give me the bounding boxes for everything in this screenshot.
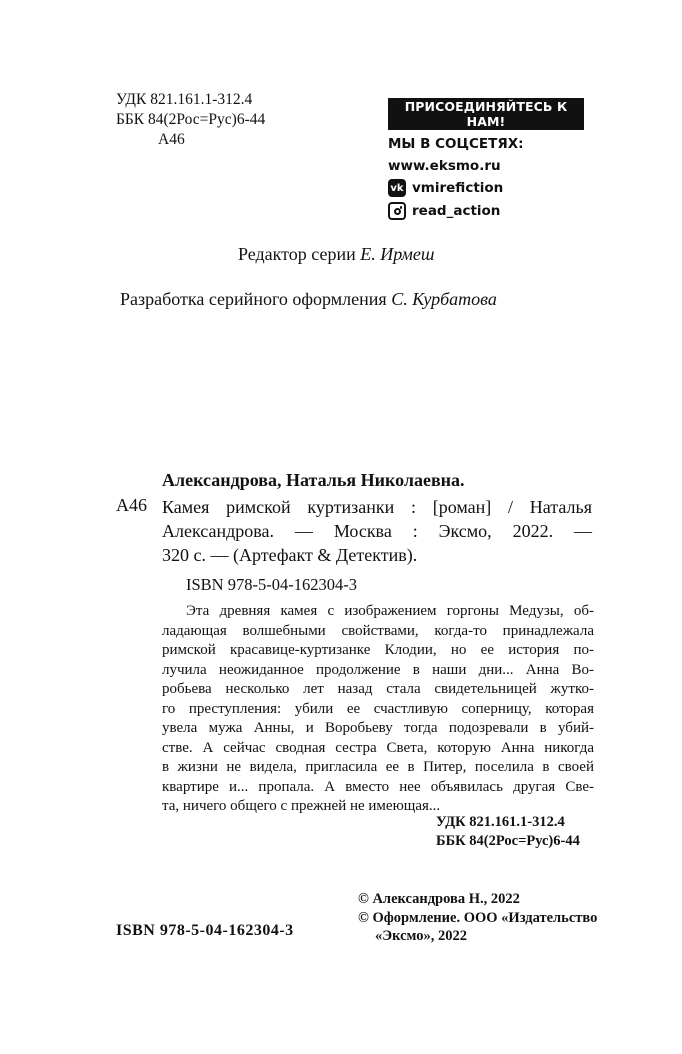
social-block bbox=[388, 98, 584, 220]
editor-label: Редактор серии bbox=[238, 244, 356, 264]
series-design bbox=[120, 289, 497, 310]
isbn-bottom: ISBN 978-5-04-162304-3 bbox=[116, 922, 294, 939]
annotation-line: квартире и... пропала. А вместо нее объявилась другая Све- bbox=[162, 778, 594, 795]
biblio-line: Александрова. — Москва : Эксмо, 2022. — bbox=[162, 521, 592, 541]
annotation-line: ладающая волшебными свойствами, когда-то принадлежала bbox=[162, 622, 594, 639]
bbk-code: ББК 84(2Рос=Рус)6-44 bbox=[116, 111, 266, 128]
isbn-entry: ISBN 978-5-04-162304-3 bbox=[186, 575, 357, 594]
instagram-handle[interactable]: read_action bbox=[412, 203, 501, 219]
instagram-row[interactable] bbox=[388, 202, 584, 220]
design-name: С. Курбатова bbox=[391, 289, 497, 309]
social-subtitle: МЫ В СОЦСЕТЯХ: bbox=[388, 136, 524, 152]
annotation-line: робьева несколько лет назад стала свидетельницей жутко- bbox=[162, 681, 594, 697]
annotation-line: римской красавице-куртизанке Клодии, но ее история по- bbox=[162, 642, 594, 658]
annotation-line: стве. А сейчас сводная сестра Света, которую Анна никогда bbox=[162, 739, 594, 756]
copyright-publisher: «Эксмо», 2022 bbox=[375, 928, 467, 944]
vk-handle[interactable]: vmirefiction bbox=[412, 180, 504, 196]
annotation-line: го преступления: убили ее счастливую соперницу, которая bbox=[162, 700, 594, 717]
author-heading: Александрова, Наталья Николаевна. bbox=[162, 470, 465, 490]
join-us-banner: ПРИСОЕДИНЯЙТЕСЬ К НАМ! bbox=[388, 98, 584, 130]
classification-codes bbox=[116, 90, 265, 150]
annotation-line: та, ничего общего с прежней не имеющая... bbox=[162, 798, 441, 814]
series-editor bbox=[238, 244, 434, 265]
annotation-line: увела мужа Анны, и Воробьеву тогда подозревали в убий- bbox=[162, 720, 594, 736]
udk-code-right: УДК 821.161.1-312.4 bbox=[436, 814, 565, 830]
website-link[interactable]: www.eksmo.ru bbox=[388, 158, 501, 174]
copyright-design: © Оформление. ООО «Издательство bbox=[358, 909, 598, 926]
udk-code: УДК 821.161.1-312.4 bbox=[116, 91, 253, 108]
copyright-author: © Александрова Н., 2022 bbox=[358, 891, 520, 907]
annotation bbox=[162, 602, 594, 817]
classification-codes-right bbox=[436, 813, 580, 850]
instagram-icon bbox=[388, 202, 406, 220]
copyright-block bbox=[358, 890, 597, 946]
biblio-line: 320 с. — (Артефакт & Детектив). bbox=[162, 545, 418, 565]
annotation-line: в жизни не видела, пригласила ее в Питер, поселила в своей bbox=[162, 759, 594, 775]
vk-row[interactable] bbox=[388, 179, 584, 197]
editor-name: Е. Ирмеш bbox=[360, 244, 435, 264]
design-label: Разработка серийного оформления bbox=[120, 289, 387, 309]
annotation-line: лучила неожиданное продолжение в наши дни... Анна Во- bbox=[162, 661, 594, 678]
author-mark: А46 bbox=[158, 131, 185, 148]
annotation-line: Эта древняя камея с изображением горгоны Медузы, об- bbox=[186, 603, 594, 619]
author-mark-side: А46 bbox=[116, 495, 147, 515]
bibliographic-description bbox=[162, 495, 592, 567]
biblio-line: Камея римской куртизанки : [роман] / Наталья bbox=[162, 497, 592, 517]
bbk-code-right: ББК 84(2Рос=Рус)6-44 bbox=[436, 832, 580, 849]
vk-icon: vk bbox=[388, 179, 406, 197]
